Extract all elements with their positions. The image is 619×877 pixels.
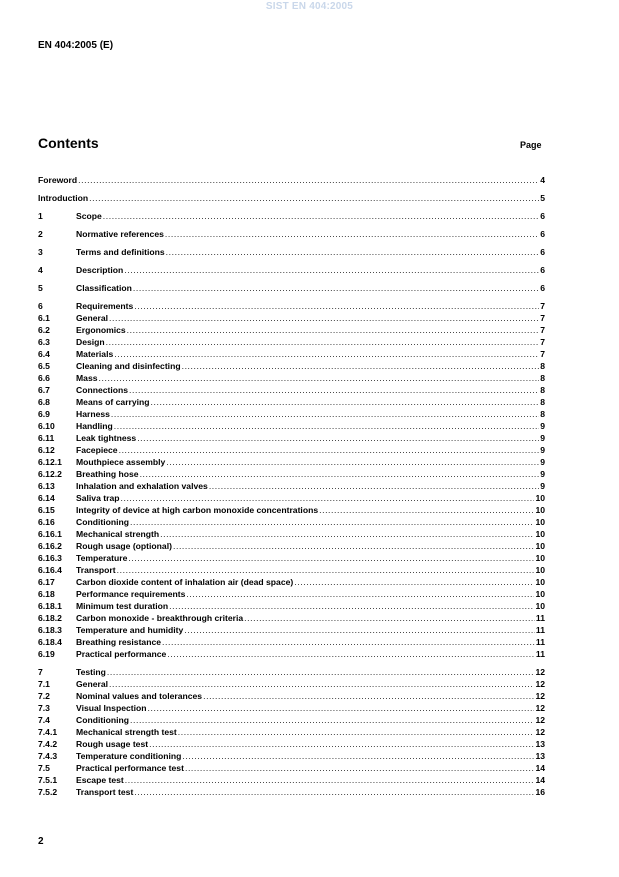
toc-entry-title: Leak tightness — [76, 433, 137, 443]
dot-leader — [209, 480, 539, 492]
dot-leader — [89, 192, 539, 204]
toc-entry[interactable] — [38, 540, 545, 552]
toc-entry-page: 12 — [535, 727, 545, 737]
toc-entry-number: 6.13 — [38, 481, 55, 491]
document-id: EN 404:2005 (E) — [38, 40, 114, 51]
toc-entry-page: 12 — [535, 703, 545, 713]
toc-entry[interactable] — [38, 750, 545, 762]
dot-leader — [134, 786, 534, 798]
dot-leader — [107, 666, 535, 678]
toc-entry-page: 10 — [535, 589, 545, 599]
watermark: SIST EN 404:2005 — [265, 1, 354, 12]
toc-entry[interactable] — [38, 786, 545, 798]
toc-entry[interactable] — [38, 552, 545, 564]
page-number: 2 — [38, 836, 44, 847]
toc-entry-page: 4 — [540, 175, 545, 185]
toc-entry[interactable] — [38, 300, 545, 312]
dot-leader — [125, 774, 535, 786]
contents-title: Contents — [38, 135, 99, 151]
toc-entry-page: 6 — [540, 211, 545, 221]
toc-entry[interactable] — [38, 738, 545, 750]
toc-entry-number: 6.16.2 — [38, 541, 62, 551]
toc-entry-title: Breathing hose — [76, 469, 139, 479]
toc-entry-page: 11 — [535, 613, 545, 623]
dot-leader — [151, 396, 540, 408]
toc-entry-title: Requirements — [76, 301, 134, 311]
toc-entry-number: 1 — [38, 211, 43, 221]
toc-entry-page: 10 — [535, 565, 545, 575]
toc-entry-title: Practical performance test — [76, 763, 184, 773]
toc-entry-title: Handling — [76, 421, 113, 431]
toc-entry[interactable] — [38, 492, 545, 504]
toc-entry-title: Means of carrying — [76, 397, 150, 407]
toc-entry-page: 6 — [540, 265, 545, 275]
toc-entry-number: 6.3 — [38, 337, 50, 347]
toc-entry-page: 12 — [535, 667, 545, 677]
toc-entry-page: 5 — [540, 193, 545, 203]
dot-leader — [109, 312, 539, 324]
toc-entry-number: 6.5 — [38, 361, 50, 371]
toc-entry[interactable] — [38, 408, 545, 420]
toc-entry-number: 6.7 — [38, 385, 50, 395]
toc-entry-title: Mechanical strength test — [76, 727, 177, 737]
toc-entry[interactable] — [38, 504, 545, 516]
toc-entry-title: Facepiece — [76, 445, 118, 455]
dot-leader — [203, 690, 534, 702]
toc-entry-number: 6.16.3 — [38, 553, 62, 563]
toc-entry-title: Foreword — [38, 175, 78, 185]
toc-entry[interactable] — [38, 456, 545, 468]
dot-leader — [186, 588, 534, 600]
toc-entry-number: 7 — [38, 667, 43, 677]
toc-entry-number: 6.2 — [38, 325, 50, 335]
toc-entry-number: 6.12.2 — [38, 469, 62, 479]
dot-leader — [117, 564, 535, 576]
toc-entry-page: 10 — [535, 553, 545, 563]
toc-entry-title: Performance requirements — [76, 589, 186, 599]
toc-entry[interactable] — [38, 516, 545, 528]
toc-entry-title: Rough usage (optional) — [76, 541, 172, 551]
toc-entry-title: Harness — [76, 409, 110, 419]
toc-entry[interactable] — [38, 762, 545, 774]
toc-entry-title: Mass — [76, 373, 98, 383]
toc-entry-number: 6.16 — [38, 517, 55, 527]
toc-entry-title: Description — [76, 265, 124, 275]
toc-entry-number: 6.18.3 — [38, 625, 62, 635]
toc-entry[interactable] — [38, 666, 545, 678]
toc-entry-page: 11 — [535, 637, 545, 647]
toc-entry-page: 8 — [540, 361, 545, 371]
toc-entry-page: 8 — [540, 409, 545, 419]
toc-entry[interactable] — [38, 726, 545, 738]
toc-entry-page: 16 — [535, 787, 545, 797]
toc-entry-number: 5 — [38, 283, 43, 293]
toc-entry-page: 8 — [540, 385, 545, 395]
dot-leader — [294, 576, 534, 588]
toc-entry-page: 9 — [540, 421, 545, 431]
toc-entry-number: 6.11 — [38, 433, 55, 443]
toc-entry[interactable] — [38, 396, 545, 408]
toc-entry-title: Connections — [76, 385, 129, 395]
dot-leader — [148, 702, 535, 714]
toc-entry-title: Escape test — [76, 775, 124, 785]
toc-entry[interactable] — [38, 576, 545, 588]
dot-leader — [184, 624, 535, 636]
dot-leader — [140, 468, 540, 480]
toc-entry-number: 6 — [38, 301, 43, 311]
toc-entry-number: 7.3 — [38, 703, 50, 713]
dot-leader — [173, 540, 534, 552]
toc-entry[interactable] — [38, 624, 545, 636]
toc-entry[interactable] — [38, 600, 545, 612]
toc-entry-number: 7.4 — [38, 715, 50, 725]
toc-entry-title: Materials — [76, 349, 114, 359]
toc-entry-title: General — [76, 313, 109, 323]
toc-entry-title: Inhalation and exhalation valves — [76, 481, 208, 491]
toc-entry[interactable] — [38, 432, 545, 444]
toc-entry-page: 10 — [535, 601, 545, 611]
dot-leader — [128, 552, 534, 564]
toc-entry-number: 6.16.1 — [38, 529, 62, 539]
toc-entry-page: 6 — [540, 247, 545, 257]
toc-entry-page: 10 — [535, 577, 545, 587]
toc-entry-page: 10 — [535, 505, 545, 515]
toc-entry-page: 13 — [535, 751, 545, 761]
toc-entry[interactable] — [38, 612, 545, 624]
toc-entry[interactable] — [38, 714, 545, 726]
dot-leader — [114, 420, 539, 432]
toc-entry-number: 6.19 — [38, 649, 55, 659]
dot-leader — [169, 600, 534, 612]
dot-leader — [119, 444, 540, 456]
toc-entry-title: Rough usage test — [76, 739, 149, 749]
toc-entry-number: 2 — [38, 229, 43, 239]
dot-leader — [78, 174, 539, 186]
toc-entry-title: Nominal values and tolerances — [76, 691, 203, 701]
toc-entry[interactable] — [38, 372, 545, 384]
toc-entry-page: 12 — [535, 679, 545, 689]
toc-entry-number: 7.4.3 — [38, 751, 58, 761]
toc-entry[interactable] — [38, 702, 545, 714]
toc-entry[interactable] — [38, 348, 545, 360]
toc-entry-page: 6 — [540, 229, 545, 239]
toc-entry[interactable] — [38, 444, 545, 456]
toc-entry-page: 7 — [540, 349, 545, 359]
toc-entry[interactable] — [38, 360, 545, 372]
toc-entry-page: 7 — [540, 313, 545, 323]
toc-entry-number: 6.10 — [38, 421, 55, 431]
dot-leader — [103, 210, 539, 222]
toc-entry-number: 6.18.4 — [38, 637, 62, 647]
dot-leader — [109, 678, 534, 690]
toc-entry-title: Conditioning — [76, 517, 129, 527]
dot-leader — [137, 432, 539, 444]
toc-entry-number: 7.5.1 — [38, 775, 58, 785]
toc-entry[interactable] — [38, 384, 545, 396]
toc-entry-title: Cleaning and disinfecting — [76, 361, 181, 371]
toc-entry-number: 6.12 — [38, 445, 55, 455]
toc-entry-page: 12 — [535, 715, 545, 725]
dot-leader — [99, 372, 540, 384]
toc-entry-page: 9 — [540, 481, 545, 491]
toc-entry[interactable] — [38, 282, 545, 294]
toc-entry-number: 3 — [38, 247, 43, 257]
toc-entry-page: 11 — [535, 649, 545, 659]
toc-entry-title: Ergonomics — [76, 325, 126, 335]
dot-leader — [111, 408, 539, 420]
toc-entry-number: 6.9 — [38, 409, 50, 419]
toc-entry-number: 6.1 — [38, 313, 50, 323]
dot-leader — [165, 228, 539, 240]
toc-entry[interactable] — [38, 174, 545, 186]
toc-entry-number: 6.6 — [38, 373, 50, 383]
toc-entry[interactable] — [38, 774, 545, 786]
toc-entry-title: Minimum test duration — [76, 601, 169, 611]
toc-entry-number: 7.4.1 — [38, 727, 58, 737]
table-of-contents — [38, 174, 545, 798]
toc-entry[interactable] — [38, 210, 545, 222]
toc-entry-title: Carbon monoxide - breakthrough criteria — [76, 613, 244, 623]
toc-entry-number: 6.18.1 — [38, 601, 62, 611]
toc-entry[interactable] — [38, 312, 545, 324]
toc-entry-number: 7.1 — [38, 679, 50, 689]
toc-entry-title: Introduction — [38, 193, 89, 203]
toc-entry[interactable] — [38, 468, 545, 480]
toc-entry-page: 10 — [535, 493, 545, 503]
toc-entry[interactable] — [38, 336, 545, 348]
toc-entry-page: 9 — [540, 469, 545, 479]
toc-entry-title: Testing — [76, 667, 106, 677]
toc-entry-page: 12 — [535, 691, 545, 701]
toc-entry[interactable] — [38, 192, 545, 204]
toc-entry-number: 6.18 — [38, 589, 55, 599]
toc-entry-number: 6.4 — [38, 349, 50, 359]
toc-entry-page: 10 — [535, 529, 545, 539]
toc-entry-title: Practical performance — [76, 649, 167, 659]
toc-entry[interactable] — [38, 228, 545, 240]
toc-entry[interactable] — [38, 528, 545, 540]
dot-leader — [114, 348, 539, 360]
dot-leader — [124, 264, 539, 276]
dot-leader — [160, 528, 534, 540]
dot-leader — [162, 636, 535, 648]
dot-leader — [133, 282, 539, 294]
toc-entry-page: 8 — [540, 373, 545, 383]
dot-leader — [149, 738, 534, 750]
dot-leader — [167, 648, 535, 660]
toc-entry-title: Breathing resistance — [76, 637, 162, 647]
toc-entry-number: 6.14 — [38, 493, 55, 503]
toc-entry-title: Terms and definitions — [76, 247, 165, 257]
toc-entry-number: 7.2 — [38, 691, 50, 701]
toc-entry-number: 6.12.1 — [38, 457, 62, 467]
toc-entry-title: Saliva trap — [76, 493, 120, 503]
toc-entry-page: 7 — [540, 325, 545, 335]
dot-leader — [178, 726, 535, 738]
toc-entry[interactable] — [38, 678, 545, 690]
toc-entry-number: 6.8 — [38, 397, 50, 407]
dot-leader — [129, 384, 539, 396]
toc-entry-title: Temperature conditioning — [76, 751, 182, 761]
toc-entry[interactable] — [38, 588, 545, 600]
toc-entry-title: Normative references — [76, 229, 164, 239]
toc-entry-title: Temperature — [76, 553, 128, 563]
toc-entry-number: 7.5 — [38, 763, 50, 773]
toc-entry-page: 6 — [540, 283, 545, 293]
dot-leader — [319, 504, 534, 516]
toc-entry[interactable] — [38, 636, 545, 648]
toc-entry-title: Mouthpiece assembly — [76, 457, 166, 467]
toc-entry-title: Temperature and humidity — [76, 625, 184, 635]
toc-entry[interactable] — [38, 648, 545, 660]
dot-leader — [185, 762, 534, 774]
toc-entry-page: 10 — [535, 517, 545, 527]
dot-leader — [134, 300, 539, 312]
dot-leader — [106, 336, 540, 348]
toc-entry-title: Classification — [76, 283, 132, 293]
dot-leader — [127, 324, 540, 336]
dot-leader — [166, 456, 539, 468]
toc-entry[interactable] — [38, 264, 545, 276]
dot-leader — [130, 714, 534, 726]
toc-entry-number: 4 — [38, 265, 43, 275]
toc-entry[interactable] — [38, 480, 545, 492]
toc-entry-title: Conditioning — [76, 715, 129, 725]
toc-entry-title: Mechanical strength — [76, 529, 160, 539]
toc-entry-number: 7.5.2 — [38, 787, 58, 797]
toc-entry[interactable] — [38, 246, 545, 258]
dot-leader — [182, 360, 540, 372]
dot-leader — [130, 516, 534, 528]
dot-leader — [166, 246, 540, 258]
toc-entry-title: General — [76, 679, 109, 689]
dot-leader — [244, 612, 535, 624]
toc-entry-page: 7 — [540, 337, 545, 347]
toc-entry-page: 9 — [540, 433, 545, 443]
toc-entry-page: 9 — [540, 457, 545, 467]
toc-entry[interactable] — [38, 564, 545, 576]
toc-entry-page: 10 — [535, 541, 545, 551]
toc-entry-page: 11 — [535, 625, 545, 635]
dot-leader — [182, 750, 534, 762]
toc-entry-number: 6.18.2 — [38, 613, 62, 623]
toc-entry-page: 14 — [535, 763, 545, 773]
toc-entry-page: 14 — [535, 775, 545, 785]
page-column-label: Page — [520, 140, 542, 150]
toc-entry-title: Carbon dioxide content of inhalation air (dead space) — [76, 577, 294, 587]
toc-entry-title: Transport test — [76, 787, 134, 797]
toc-entry[interactable] — [38, 690, 545, 702]
toc-entry-page: 8 — [540, 397, 545, 407]
toc-entry-number: 6.15 — [38, 505, 55, 515]
toc-entry-title: Design — [76, 337, 105, 347]
toc-entry-number: 6.16.4 — [38, 565, 62, 575]
dot-leader — [120, 492, 534, 504]
toc-entry-number: 6.17 — [38, 577, 55, 587]
toc-entry-title: Transport — [76, 565, 116, 575]
toc-entry-title: Visual Inspection — [76, 703, 147, 713]
toc-entry-page: 13 — [535, 739, 545, 749]
toc-entry[interactable] — [38, 420, 545, 432]
toc-entry-page: 9 — [540, 445, 545, 455]
toc-entry-page: 7 — [540, 301, 545, 311]
toc-entry-title: Scope — [76, 211, 102, 221]
toc-entry-number: 7.4.2 — [38, 739, 58, 749]
toc-entry[interactable] — [38, 324, 545, 336]
toc-entry-title: Integrity of device at high carbon monoxide concentrations — [76, 505, 319, 515]
